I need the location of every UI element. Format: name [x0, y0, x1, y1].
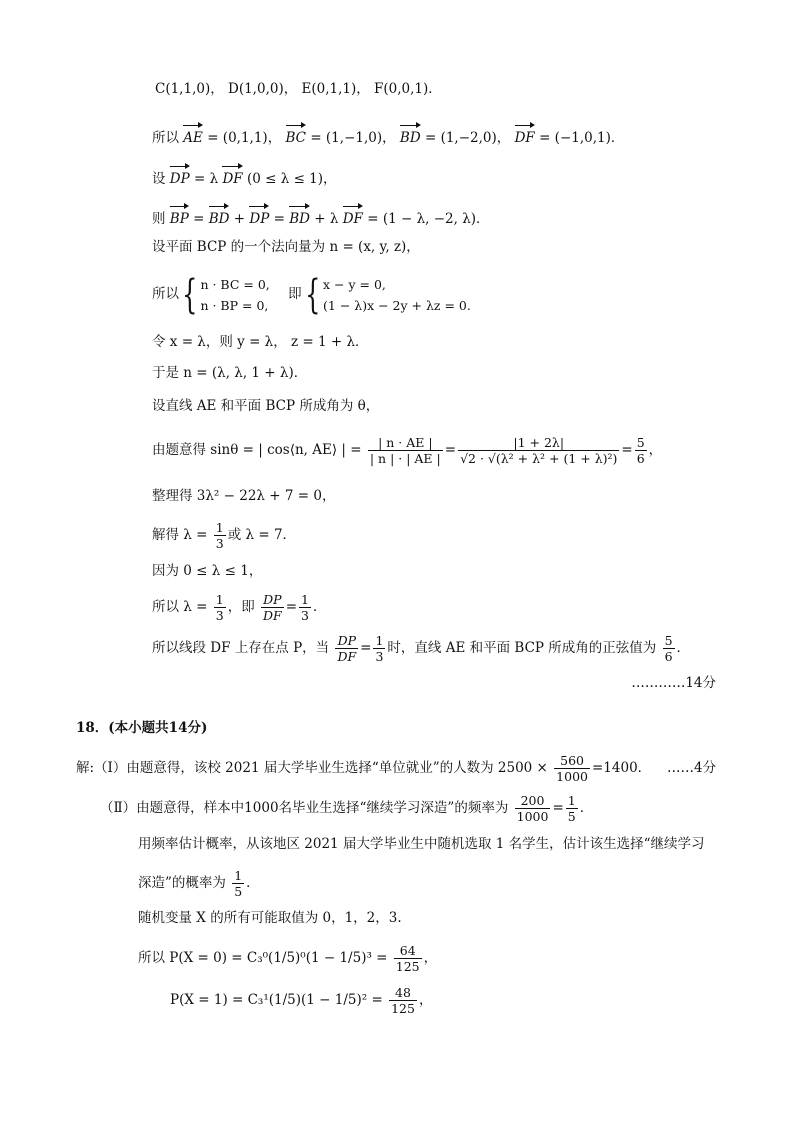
conclusion-line: 所以线段 DF 上存在点 P，当 $\frac{DP}{DF}$ = $\frac{1}{3}$ 时，直线 AE 和平面 BCP 所成角的正弦值为 $\frac{5}{6}$ ． [152, 633, 691, 664]
text: = [552, 800, 564, 816]
text: ，即 [227, 599, 255, 615]
denominator: 125 [391, 1001, 415, 1016]
fraction [214, 520, 226, 551]
numerator: 1 [301, 592, 309, 607]
dp-line [152, 163, 337, 188]
text: = (1,−2,0)， [424, 130, 511, 146]
numerator: DP [337, 633, 357, 648]
fraction [515, 793, 551, 824]
text: = (1,−1,0)， [310, 130, 396, 146]
text: 设 [152, 171, 166, 187]
vector-df: DF [222, 163, 242, 188]
text: ． [246, 875, 260, 891]
vector-df: DF [515, 122, 535, 147]
system-line [152, 272, 471, 316]
fraction [389, 985, 417, 1016]
fraction [335, 633, 358, 664]
text: = (−1,0,1)． [539, 130, 625, 146]
question-title: 18．(本小题共14分) [76, 720, 208, 736]
fraction [232, 868, 244, 899]
fraction [299, 592, 311, 623]
text: + λ [314, 211, 339, 227]
numerator: 560 [560, 753, 584, 768]
numerator: DP [263, 592, 282, 607]
fraction [458, 435, 619, 466]
q18-px0-line [138, 940, 437, 976]
bp-line [152, 203, 490, 228]
normal-vector-line: 设平面 BCP 的一个法向量为 n = (x, y, z)， [152, 239, 420, 255]
numerator: |1 + 2λ| [513, 435, 565, 450]
denominator: | n | · | AE | [369, 451, 441, 466]
normal-result-line: 于是 n = (λ, λ, 1 + λ)． [152, 365, 308, 381]
text: 由题意得 sinθ = | cos⟨n, AE⟩ | = [152, 442, 362, 458]
vector-ae: AE [183, 122, 203, 147]
let-line: 令 x = λ，则 y = λ， z = 1 + λ． [152, 334, 369, 350]
text: ， [423, 950, 438, 966]
range-line: 因为 0 ≤ λ ≤ 1， [152, 563, 263, 579]
text: = [273, 211, 285, 227]
fraction [554, 753, 590, 784]
denominator: 5 [567, 809, 576, 824]
score-label: ……4分 [667, 760, 717, 776]
q18-part2 [100, 790, 593, 826]
text: = [193, 211, 205, 227]
fraction [394, 943, 422, 974]
numerator: 5 [636, 435, 645, 450]
solve-line [152, 518, 296, 552]
left-brace-icon: { [304, 271, 320, 318]
fraction [261, 592, 284, 623]
q18-estimate-line: 用频率估计概率，从该地区 2021 届大学毕业生中随机选取 1 名学生，估计该生选择“继续学习 [138, 836, 705, 852]
numerator: 1 [215, 520, 224, 535]
text: + [233, 211, 246, 227]
numerator: | n · AE | [378, 435, 433, 450]
fraction [368, 435, 443, 466]
vector-bc: BC [286, 122, 307, 147]
denominator: 3 [301, 608, 309, 623]
text: P(X = 1) = C₃¹(1/5)(1 − 1/5)² = [170, 992, 383, 1008]
text: = λ [194, 171, 219, 187]
denominator: 3 [215, 536, 224, 551]
fraction [373, 633, 385, 664]
numerator: 5 [664, 633, 673, 648]
denominator: 6 [664, 649, 673, 664]
numerator: 1 [234, 868, 243, 883]
text: ， [418, 992, 433, 1008]
text: （Ⅱ）由题意得，样本中1000名毕业生选择“继续学习深造”的频率为 [100, 800, 509, 816]
text: ， [648, 442, 663, 458]
vector-dp: DP [249, 203, 269, 228]
text: 解得 λ = [152, 527, 208, 543]
score-label: …………14分 [631, 675, 716, 691]
denominator: 125 [395, 959, 420, 974]
denominator: 3 [375, 649, 384, 664]
fraction [663, 633, 675, 664]
q18-px1-line [170, 982, 432, 1018]
text: ． [312, 599, 327, 615]
vector-bd: BD [289, 203, 310, 228]
text: (0 ≤ λ ≤ 1)， [246, 171, 337, 187]
sine-line: 由题意得 sinθ = | cos⟨n, AE⟩ | = $\frac{| n \cdot AE |}{| n | \cdot | AE |}$ = $\frac{|1 + 2\lambda|}{\text{√2 · √(λ² + λ² + (1 + λ)²)}}$ = $\frac{5}{6}$ ， [152, 435, 663, 466]
vectors-line [152, 122, 624, 147]
equation-row: n · BC = 0, [200, 276, 270, 292]
fraction [566, 793, 578, 824]
denominator: 5 [234, 884, 243, 899]
text: 深造”的概率为 [138, 875, 226, 891]
text: 所以 λ = [152, 599, 208, 615]
q18-part1 [76, 750, 651, 786]
equation-system [323, 274, 471, 316]
denominator: 6 [636, 451, 645, 466]
numerator: 1 [375, 633, 384, 648]
denominator: DF [263, 608, 282, 623]
text: = (1 − λ, −2, λ)． [367, 211, 490, 227]
equation-row: n · BP = 0, [200, 297, 269, 313]
text: ． [676, 640, 691, 656]
q18-prob-line [138, 865, 260, 901]
simplify-line: 整理得 3λ² − 22λ + 7 = 0， [152, 488, 336, 504]
text: ． [579, 800, 594, 816]
coords-line: C(1,1,0)， D(1,0,0)， E(0,1,1)， F(0,0,1)． [155, 81, 442, 97]
text: 所以 P(X = 0) = C₃⁰(1/5)⁰(1 − 1/5)³ = [138, 950, 388, 966]
text: 即 [288, 286, 302, 302]
vector-dp: DP [170, 163, 190, 188]
numerator: 1 [567, 793, 576, 808]
left-brace-icon: { [182, 271, 198, 318]
denominator: 3 [215, 608, 224, 623]
vector-bd: BD [400, 122, 421, 147]
text: =1400． [591, 760, 652, 776]
denominator: 1000 [556, 769, 588, 784]
text: 所以线段 DF 上存在点 P，当 [152, 640, 330, 656]
text: 解:（Ⅰ）由题意得，该校 2021 届大学毕业生选择“单位就业”的人数为 2500 × [76, 760, 548, 776]
text: 时，直线 AE 和平面 BCP 所成角的正弦值为 [387, 640, 657, 656]
equation-row: (1 − λ)x − 2y + λz = 0. [323, 297, 471, 313]
denominator: 1000 [516, 809, 549, 824]
denominator: √2 · √(λ² + λ² + (1 + λ)²) [460, 451, 618, 466]
fraction [214, 592, 226, 623]
angle-line: 设直线 AE 和平面 BCP 所成角为 θ， [152, 398, 380, 414]
fraction [635, 435, 647, 466]
text: 则 [152, 211, 166, 227]
q18-values-line: 随机变量 X 的所有可能取值为 0，1，2，3. [138, 910, 402, 926]
vector-bp: BP [170, 203, 189, 228]
equation-system [200, 274, 269, 316]
denominator: DF [337, 649, 357, 664]
numerator: 48 [395, 985, 411, 1000]
vector-bd: BD [209, 203, 230, 228]
text: 所以 [152, 286, 179, 302]
text: 或 λ = 7． [227, 527, 297, 543]
text: 所以 [152, 130, 179, 146]
lambda-line: 所以 λ = $\frac{1}{3}$ ，即 $\frac{DP}{DF}$ = $\frac{1}{3}$ ． [152, 592, 327, 623]
vector-df: DF [343, 203, 363, 228]
text: = (0,1,1)， [207, 130, 282, 146]
equation-row: x − y = 0, [323, 276, 386, 292]
numerator: 200 [520, 793, 545, 808]
numerator: 64 [399, 943, 416, 958]
numerator: 1 [215, 592, 224, 607]
